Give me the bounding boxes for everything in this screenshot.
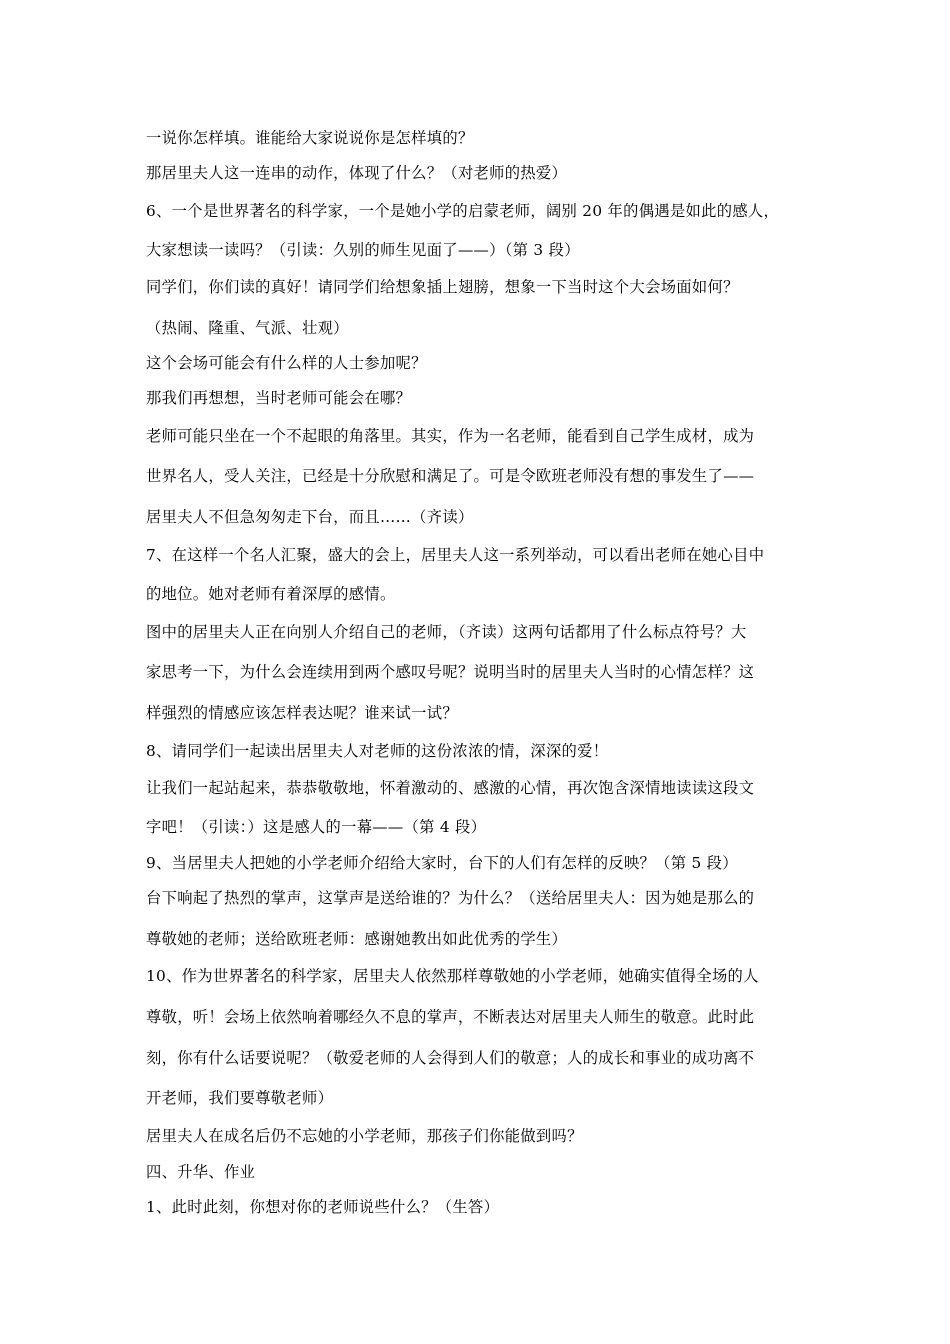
text-line: 世界名人，受人关注，已经是十分欣慰和满足了。可是令欧班老师没有想的事发生了——	[146, 467, 755, 485]
text-line: 7、在这样一个名人汇聚，盛大的会上，居里夫人这一系列举动，可以看出老师在她心目中	[146, 546, 765, 564]
text-line: 1、此时此刻，你想对你的老师说些什么？（生答）	[146, 1198, 500, 1216]
text-line: （热闹、隆重、气派、壮观）	[146, 319, 349, 337]
text-line: 字吧！（引读：）这是感人的一幕——（第 4 段）	[146, 818, 487, 836]
text-line: 那居里夫人这一连串的动作，体现了什么？（对老师的热爱）	[146, 164, 568, 182]
text-line: 开老师，我们要尊敬老师）	[146, 1089, 334, 1107]
text-line: 这个会场可能会有什么样的人士参加呢？	[146, 354, 427, 372]
text-line: 那我们再想想，当时老师可能会在哪？	[146, 389, 412, 407]
text-line: 一说你怎样填。谁能给大家说说你是怎样填的？	[146, 129, 474, 147]
text-line: 居里夫人不但急匆匆走下台，而且……（齐读）	[146, 508, 474, 526]
text-line: 8、请同学们一起读出居里夫人对老师的这份浓浓的情，深深的爱！	[146, 742, 609, 760]
text-line: 9、当居里夫人把她的小学老师介绍给大家时，台下的人们有怎样的反映？（第 5 段）	[146, 854, 738, 872]
text-line: 刻，你有什么话要说呢？（敬爱老师的人会得到人们的敬意；人的成长和事业的成功离不	[146, 1049, 755, 1067]
text-line: 尊敬她的老师；送给欧班老师：感谢她教出如此优秀的学生）	[146, 930, 568, 948]
text-line: 同学们，你们读的真好！请同学们给想象插上翅膀，想象一下当时这个大会场面如何？	[146, 278, 739, 296]
text-line: 居里夫人在成名后仍不忘她的小学老师，那孩子们你能做到吗？	[146, 1127, 583, 1145]
text-line: 样强烈的情感应该怎样表达呢？谁来试一试？	[146, 704, 458, 722]
text-line: 四、升华、作业	[146, 1163, 256, 1181]
text-line: 尊敬，听！会场上依然响着哪经久不息的掌声，不断表达对居里夫人师生的敬意。此时此	[146, 1008, 755, 1026]
text-line: 老师可能只坐在一个不起眼的角落里。其实，作为一名老师，能看到自己学生成材，成为	[146, 427, 755, 445]
text-line: 台下响起了热烈的掌声，这掌声是送给谁的？为什么？（送给居里夫人：因为她是那么的	[146, 889, 755, 907]
text-line: 家思考一下，为什么会连续用到两个感叹号呢？说明当时的居里夫人当时的心情怎样？这	[146, 663, 755, 681]
text-line: 6、一个是世界著名的科学家，一个是她小学的启蒙老师，阔别 20 年的偶遇是如此的感人，	[146, 202, 780, 220]
text-line: 图中的居里夫人正在向别人介绍自己的老师，（齐读）这两句话都用了什么标点符号？大	[146, 623, 747, 641]
text-line: 10、作为世界著名的科学家，居里夫人依然那样尊敬她的小学老师，她确实值得全场的人	[146, 967, 759, 985]
text-line: 让我们一起站起来，恭恭敬敬地，怀着激动的、感激的心情，再次饱含深情地读读这段文	[146, 779, 755, 797]
text-line: 的地位。她对老师有着深厚的感情。	[146, 585, 396, 603]
text-line: 大家想读一读吗？（引读：久别的师生见面了——）（第 3 段）	[146, 241, 580, 259]
